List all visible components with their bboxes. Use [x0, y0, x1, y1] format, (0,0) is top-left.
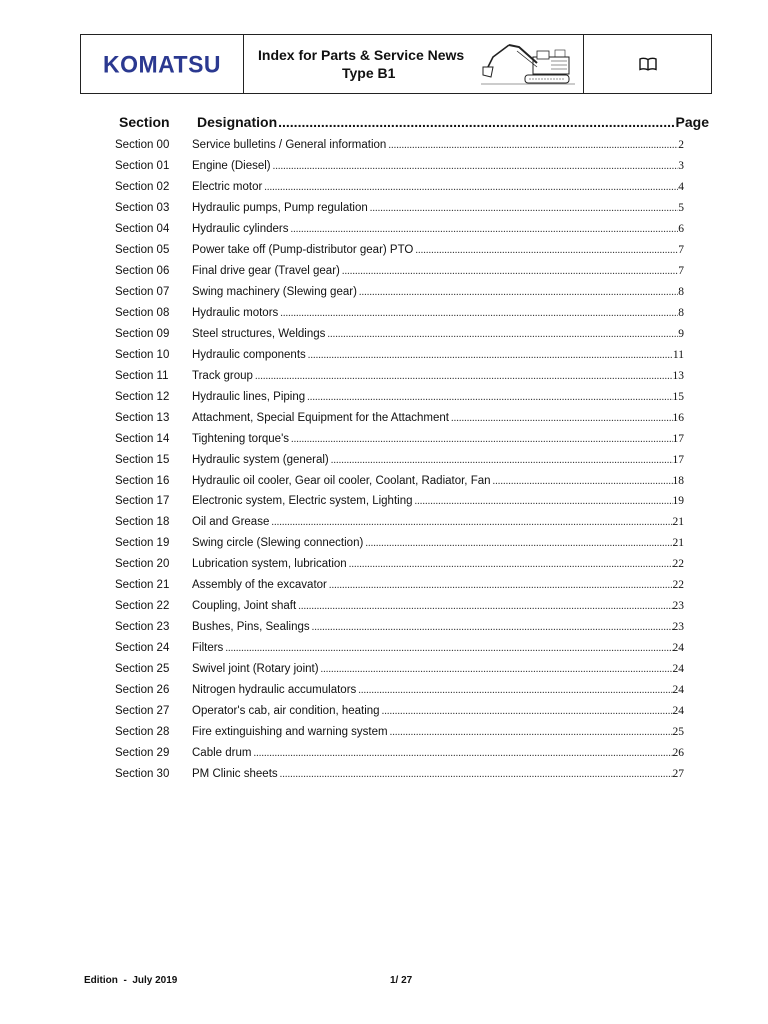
toc-entry-line [192, 160, 684, 172]
leader-dots [331, 455, 673, 466]
document-header [80, 34, 712, 94]
leader-dots [327, 329, 678, 340]
toc-row [0, 597, 768, 618]
toc-section-number: Section 02 [115, 180, 170, 193]
toc-entry-line [192, 516, 684, 528]
toc-page-number: 17 [672, 453, 684, 466]
toc-page-number: 5 [678, 201, 684, 214]
toc-entry-line [192, 307, 684, 319]
leader-dots [382, 706, 673, 717]
toc-entry-title: Nitrogen hydraulic accumulators [192, 684, 357, 697]
toc-section-number: Section 12 [115, 390, 170, 403]
toc-section-number: Section 15 [115, 453, 170, 466]
toc-entry-line [192, 475, 684, 487]
toc-page-number: 16 [672, 411, 684, 424]
komatsu-logo: KOMATSU [102, 49, 222, 78]
toc-entry-title: Tightening torque's [192, 432, 290, 445]
toc-page-number: 22 [672, 579, 684, 592]
toc-row [0, 241, 768, 262]
toc-page-number: 22 [672, 558, 684, 571]
leader-dots [365, 538, 672, 549]
leader-dots [329, 580, 673, 591]
toc-entry-title: Hydraulic components [192, 348, 306, 361]
leader-dots [291, 224, 679, 235]
leader-dots [342, 266, 678, 277]
toc-row [0, 723, 768, 744]
toc-row [0, 555, 768, 576]
toc-row [0, 283, 768, 304]
toc-section-number: Section 01 [115, 159, 170, 172]
toc-page-number: 8 [678, 285, 684, 298]
toc-entry-title: Hydraulic cylinders [192, 222, 289, 235]
toc-entry-line [192, 391, 684, 403]
toc-row [0, 639, 768, 660]
toc-entry-title: Hydraulic oil cooler, Gear oil cooler, Coolant, Radiator, Fan [192, 474, 491, 487]
toc-entry-title: Swing circle (Slewing connection) [192, 537, 364, 550]
toc-entry-line [192, 495, 684, 507]
toc-entry-title: Coupling, Joint shaft [192, 600, 297, 613]
toc-entry-title: Electronic system, Electric system, Lighting [192, 495, 413, 508]
toc-page-number: 11 [672, 348, 684, 361]
leader-dots [493, 476, 673, 487]
toc-entry-title: Service bulletins / General information [192, 139, 387, 151]
toc-section-number: Section 10 [115, 348, 170, 361]
toc-row [0, 534, 768, 555]
toc-row [0, 346, 768, 367]
toc-row [0, 220, 768, 241]
toc-entry-title: Electric motor [192, 180, 263, 193]
toc-entry-line [192, 621, 684, 633]
toc-section-number: Section 24 [115, 642, 170, 655]
toc-entry-line [192, 265, 684, 277]
leader-dots [278, 114, 674, 130]
toc-row [0, 702, 768, 723]
toc-entry-line [192, 684, 684, 696]
toc-section-number: Section 03 [115, 201, 170, 214]
toc-entry-title: Assembly of the excavator [192, 579, 327, 592]
toc-row [0, 178, 768, 199]
leader-dots [298, 601, 672, 612]
toc-page-number: 15 [672, 390, 684, 403]
leader-dots [321, 664, 673, 675]
column-heading-designation: Designation [197, 114, 278, 130]
toc-entry-title: Lubrication system, lubrication [192, 558, 347, 571]
leader-dots [370, 203, 678, 214]
toc-entry-title: PM Clinic sheets [192, 768, 278, 781]
toc-row [0, 367, 768, 388]
toc-page-number: 19 [672, 495, 684, 508]
toc-page-number: 6 [678, 222, 684, 235]
toc-section-number: Section 21 [115, 579, 170, 592]
toc-entry-title: Bushes, Pins, Sealings [192, 621, 310, 634]
logo-cell [81, 35, 244, 93]
toc-section-number: Section 11 [115, 369, 169, 382]
leader-dots [358, 685, 672, 696]
toc-section-number: Section 27 [115, 705, 170, 718]
title-cell [244, 35, 584, 93]
toc-row [0, 388, 768, 409]
toc-page-number: 8 [678, 306, 684, 319]
toc-entry-line [192, 370, 684, 382]
toc-page-number: 7 [678, 243, 684, 256]
toc-row [0, 451, 768, 472]
toc-row [0, 618, 768, 639]
toc-entry-line [192, 328, 684, 340]
document-title: Index for Parts & Service News [258, 47, 465, 63]
toc-section-number: Section 16 [115, 474, 170, 487]
toc-section-number: Section 28 [115, 726, 170, 739]
toc-page-number: 18 [672, 474, 684, 487]
leader-dots [253, 748, 672, 759]
toc-entry-title: Track group [192, 369, 253, 382]
toc-page-number: 4 [678, 180, 684, 193]
toc-page-number: 23 [672, 621, 684, 634]
toc-section-number: Section 18 [115, 516, 170, 529]
toc-page-number: 24 [672, 663, 684, 676]
toc-entry-title: Cable drum [192, 747, 252, 760]
leader-dots [415, 245, 678, 256]
leader-dots [291, 434, 672, 445]
toc-row [0, 513, 768, 534]
toc-page-number: 9 [678, 327, 684, 340]
leader-dots [264, 182, 678, 193]
toc-entry-line [192, 663, 684, 675]
toc-entry-title: Steel structures, Weldings [192, 327, 326, 340]
toc-row [0, 765, 768, 786]
toc-page-number: 3 [678, 159, 684, 172]
toc-entry-title: Filters [192, 642, 224, 655]
leader-dots [255, 371, 673, 382]
toc-entry-line [192, 558, 684, 570]
toc-section-number: Section 20 [115, 558, 170, 571]
leader-dots [280, 769, 673, 780]
toc-row [0, 304, 768, 325]
toc-row [0, 325, 768, 346]
toc-row [0, 409, 768, 430]
toc-section-number: Section 04 [115, 222, 170, 235]
toc-page-number: 24 [672, 684, 684, 697]
toc-row [0, 660, 768, 681]
toc-row [0, 199, 768, 220]
leader-dots [388, 140, 678, 151]
toc-row [0, 576, 768, 597]
toc-entry-title: Final drive gear (Travel gear) [192, 264, 340, 277]
toc-section-number: Section 17 [115, 495, 170, 508]
leader-dots [415, 496, 673, 507]
toc-section-number: Section 13 [115, 411, 170, 424]
toc-entry-line [192, 747, 684, 759]
footer-page-number: 1/ 27 [390, 975, 413, 986]
toc-section-number: Section 22 [115, 600, 170, 613]
toc-section-number: Section 26 [115, 684, 170, 697]
toc-row [0, 744, 768, 765]
toc-page-number: 24 [672, 642, 684, 655]
toc-row [0, 681, 768, 702]
toc-entry-line [192, 705, 684, 717]
toc-entry-line [192, 244, 684, 256]
toc-entry-title: Hydraulic motors [192, 306, 279, 319]
leader-dots [273, 161, 679, 172]
toc-entry-title: Hydraulic system (general) [192, 453, 329, 466]
toc-page-number: 24 [672, 705, 684, 718]
toc-entry-title: Attachment, Special Equipment for the Attachment [192, 411, 449, 424]
toc-entry-line [192, 139, 684, 151]
toc-entry-line [192, 537, 684, 549]
toc-section-number: Section 19 [115, 537, 170, 550]
leader-dots [271, 517, 672, 528]
toc-entry-title: Hydraulic lines, Piping [192, 390, 306, 403]
toc-entry-line [192, 579, 684, 591]
toc-section-number: Section 25 [115, 663, 170, 676]
toc-page-number: 21 [672, 537, 684, 550]
toc-entry-line [192, 454, 684, 466]
toc-entry-title: Swing machinery (Slewing gear) [192, 285, 357, 298]
toc-entry-line [192, 600, 684, 612]
toc-entry-line [192, 412, 684, 424]
toc-page-number: 21 [672, 516, 684, 529]
toc-page-number: 27 [672, 768, 684, 781]
leader-dots [225, 643, 672, 654]
toc-entry-title: Engine (Diesel) [192, 159, 271, 172]
toc-section-number: Section 05 [115, 243, 170, 256]
toc-section-number: Section 14 [115, 432, 170, 445]
toc-row [0, 262, 768, 283]
toc-section-number: Section 00 [115, 139, 170, 151]
leader-dots [390, 727, 673, 738]
toc-section-number: Section 23 [115, 621, 170, 634]
toc-section-number: Section 30 [115, 768, 170, 781]
document-type: Type B1 [342, 65, 396, 81]
toc-section-number: Section 07 [115, 285, 170, 298]
toc-page-number: 2 [678, 139, 684, 151]
column-heading-row [197, 114, 709, 130]
toc-entry-title: Oil and Grease [192, 516, 270, 529]
toc-entry-line [192, 202, 684, 214]
toc-entry-line [192, 286, 684, 298]
toc-row [0, 136, 768, 157]
toc-row [0, 157, 768, 178]
toc-row [0, 430, 768, 451]
toc-section-number: Section 08 [115, 306, 170, 319]
leader-dots [359, 287, 678, 298]
toc-section-number: Section 09 [115, 327, 170, 340]
leader-dots [308, 350, 673, 361]
toc-page-number: 23 [672, 600, 684, 613]
toc-entry-title: Operator's cab, air condition, heating [192, 705, 380, 718]
book-icon [639, 57, 657, 71]
leader-dots [307, 392, 672, 403]
toc-entry-line [192, 181, 684, 193]
toc-entry-line [192, 642, 684, 654]
column-heading-section: Section [119, 114, 170, 130]
excavator-icon [479, 41, 577, 87]
toc-page-number: 17 [672, 432, 684, 445]
leader-dots [312, 622, 673, 633]
leader-dots [280, 308, 678, 319]
toc-entry-line [192, 433, 684, 445]
toc-section-number: Section 06 [115, 264, 170, 277]
toc-page-number: 26 [672, 747, 684, 760]
toc-row [0, 472, 768, 493]
leader-dots [349, 559, 673, 570]
leader-dots [451, 413, 673, 424]
toc-entry-title: Hydraulic pumps, Pump regulation [192, 201, 368, 214]
column-heading-page: Page [675, 114, 709, 130]
toc-page-number: 7 [678, 264, 684, 277]
toc-entry-title: Power take off (Pump-distributor gear) PTO [192, 243, 414, 256]
toc-entry-title: Swivel joint (Rotary joint) [192, 663, 319, 676]
toc-entry-line [192, 349, 684, 361]
toc-entry-line [192, 726, 684, 738]
toc-entry-title: Fire extinguishing and warning system [192, 726, 388, 739]
toc-section-number: Section 29 [115, 747, 170, 760]
toc-page-number: 25 [672, 726, 684, 739]
toc-entry-line [192, 223, 684, 235]
toc-entry-line [192, 768, 684, 780]
footer-edition: Edition - July 2019 [84, 975, 178, 986]
toc-row [0, 492, 768, 513]
toc-page-number: 13 [672, 369, 684, 382]
book-cell [584, 35, 711, 93]
